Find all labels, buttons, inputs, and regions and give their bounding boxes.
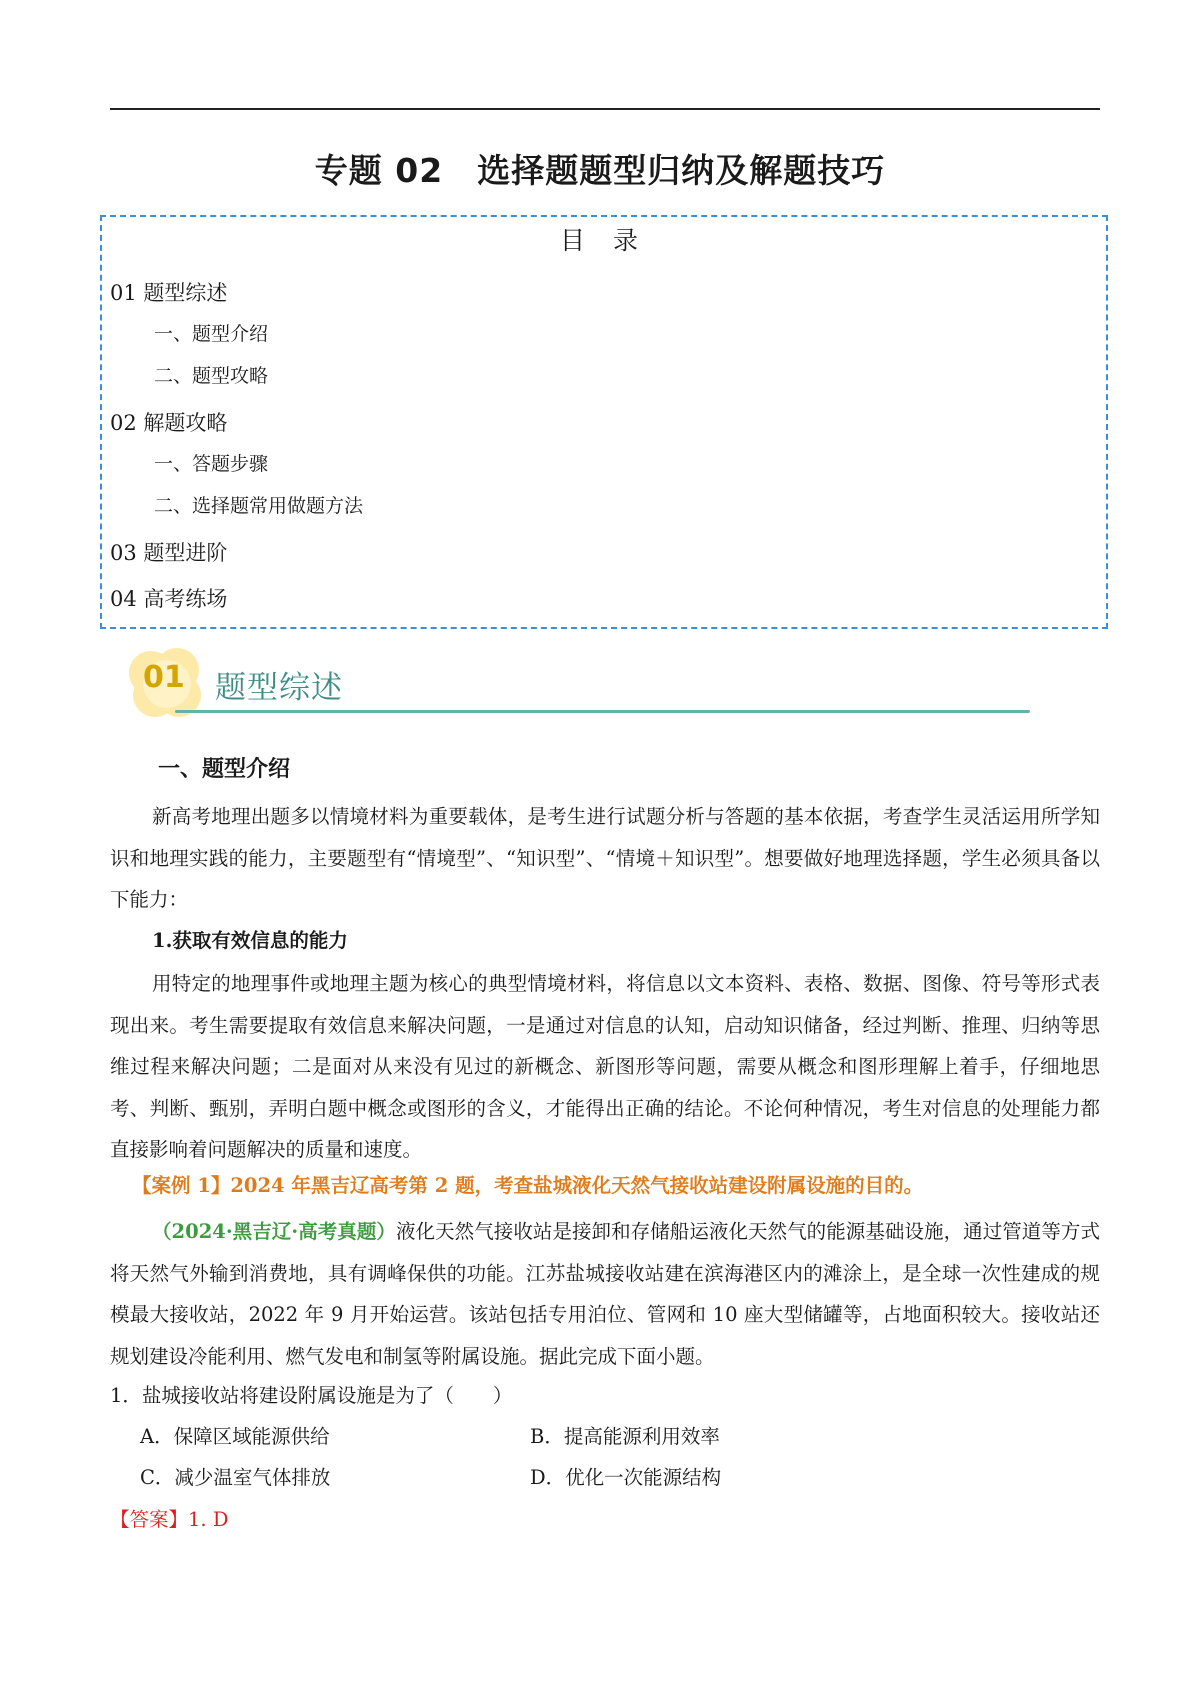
case-title: 【案例 1】2024 年黑吉辽高考第 2 题，考查盐城液化天然气接收站建设附属设施的目的。 [132,1174,924,1197]
section-title: 题型综述 [215,670,343,706]
section-underline [175,710,1030,713]
toc-item[interactable]: 01 题型综述 [110,281,228,305]
section-number: 01 [143,660,185,695]
toc-heading: 目 录 [560,226,648,255]
toc-item[interactable]: 04 高考练场 [110,587,228,611]
toc-item[interactable]: 一、题型介绍 [154,323,269,345]
ability-paragraph: 用特定的地理事件或地理主题为核心的典型情境材料，将信息以文本资料、表格、数据、图像、符号等形式表现出来。考生需要提取有效信息来解决问题，一是通过对信息的认知，启动知识储备，经过判断、推理、归纳等思维过程来解决问题；二是面对从来没有见过的新概念、新图形等问题，需要从概念和图形理解上着手，仔细地思考、判断、甄别，弄明白题中概念或图形的含义，才能得出正确的结论。不论何种情况，考生对信息的处理能力都直接影响着问题解决的质量和速度。 [110,972,1100,1161]
answer-value: 1. D [188,1508,229,1531]
toc-item[interactable]: 02 解题攻略 [110,411,228,435]
case-source: （2024·黑吉辽·高考真题） [152,1220,396,1243]
option-c[interactable]: C．减少温室气体排放 [140,1466,331,1489]
section-banner [115,640,1035,730]
option-a[interactable]: A．保障区域能源供给 [140,1425,330,1448]
toc-item[interactable]: 03 题型进阶 [110,541,228,565]
toc-item[interactable]: 一、答题步骤 [154,453,269,475]
table-of-contents [100,215,1108,629]
header-rule [110,108,1100,110]
option-b[interactable]: B．提高能源利用效率 [530,1425,720,1448]
case-material-text: 液化天然气接收站是接卸和存储船运液化天然气的能源基础设施，通过管道等方式将天然气外输到消费地，具有调峰保供的功能。江苏盐城接收站建在滨海港区内的滩涂上，是全球一次性建成的规模最大接收站，2022 年 9 月开始运营。该站包括专用泊位、管网和 10 座大型储罐等，占地面积较大。接收站还规划建设冷能利用、燃气发电和制氢等附属设施。据此完成下面小题。 [110,1220,1100,1368]
subsection-heading: 一、题型介绍 [158,757,291,782]
case-material [110,1211,1100,1377]
answer-label: 【答案】 [110,1508,189,1531]
option-d[interactable]: D．优化一次能源结构 [530,1466,722,1489]
intro-paragraph: 新高考地理出题多以情境材料为重要载体，是考生进行试题分析与答题的基本依据，考查学生灵活运用所学知识和地理实践的能力，主要题型有“情境型”、“知识型”、“情境＋知识型”。想要做好地理选择题，学生必须具备以下能力： [110,805,1100,911]
toc-item[interactable]: 二、题型攻略 [154,365,269,387]
answer-line [110,1504,228,1532]
document-title: 专题 02 选择题题型归纳及解题技巧 [314,151,886,190]
question-stem: 1．盐城接收站将建设附属设施是为了（ ） [110,1384,513,1407]
ability-heading: 1.获取有效信息的能力 [152,929,348,952]
toc-item[interactable]: 二、选择题常用做题方法 [154,495,364,517]
